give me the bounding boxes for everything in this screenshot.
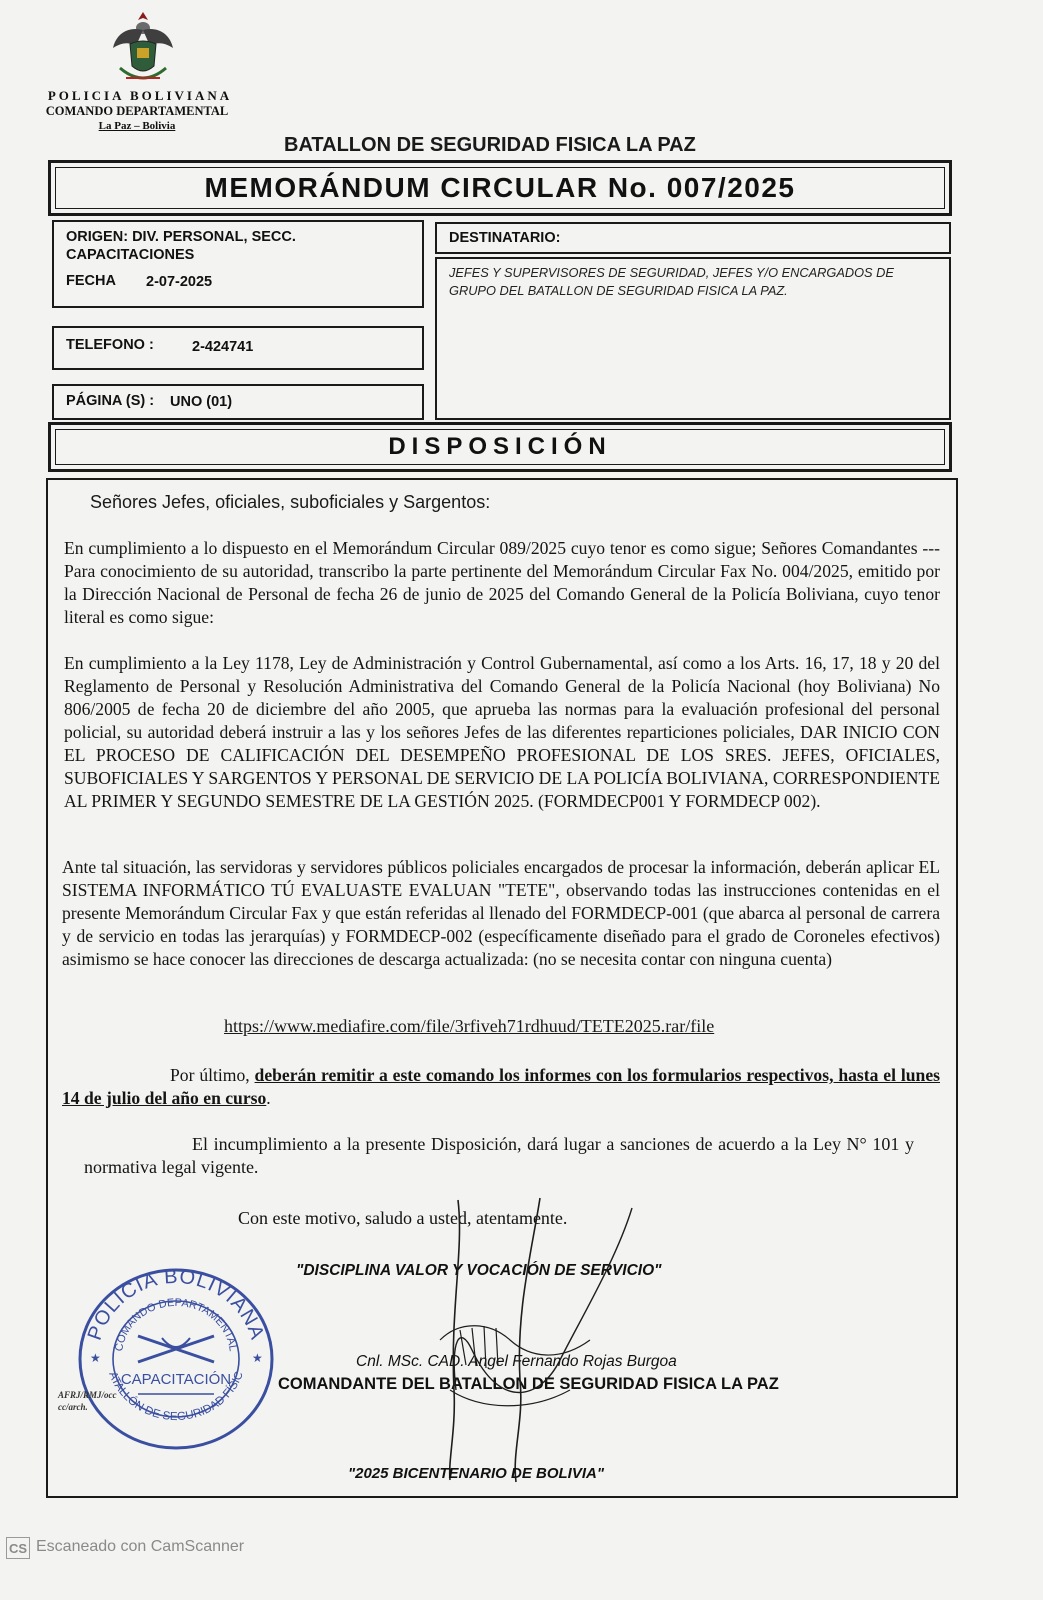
disposicion-title: DISPOSICIÓN [388, 433, 612, 460]
paragraph-4-deadline: deberán remitir a este comando los informes con los formularios respectivos, hasta el lunes 14 de julio del año en curso [62, 1065, 940, 1108]
origen-label: ORIGEN: [66, 229, 129, 245]
memo-title: MEMORÁNDUM CIRCULAR No. 007/2025 [204, 172, 796, 203]
org-command: COMANDO DEPARTAMENTAL [45, 104, 229, 118]
stamp-bottom-text: ATALLÓN DE SEGURIDAD FÍSIC [106, 1370, 246, 1424]
destinatario-label: DESTINATARIO: [449, 230, 561, 246]
origen-text [66, 228, 366, 264]
paragraph-2: En cumplimiento a la Ley 1178, Ley de Administración y Control Gubernamental, así como a los Arts. 16, 17, 18 y 20 del Reglamento de Personal y Resolución Administrativa del Comando General de la Policía Nacional (hoy Boliviana) No 806/2005 de fecha 20 de diciembre del año 2005, que aprueba las normas para la evaluación profesional del personal policial, su autoridad deberá instruir a las y los señores Jefes de las diferentes reparticiones policiales, DAR INICIO CON EL PROCESO DE CALIFICACIÓN DEL DESEMPEÑO PROFESIONAL DE LOS SRES. JEFES, OFICIALES, SUBOFICIALES Y SARGENTOS Y PERSONAL DE SERVICIO DE LA POLICÍA BOLIVIANA, CORRESPONDIENTE AL PRIMER Y SEGUNDO SEMESTRE DE LA GESTIÓN 2025. (FORMDECP001 Y FORMDECP 002). [64, 653, 940, 811]
org-name: POLICIA BOLIVIANA [47, 88, 233, 103]
paragraph-4-end: . [266, 1088, 271, 1108]
stamp-inner-text: COMANDO DEPARTAMENTAL [113, 1296, 239, 1353]
destinatario-value: JEFES Y SUPERVISORES DE SEGURIDAD, JEFES Y/O ENCARGADOS DE GRUPO DEL BATALLON DE SEGURIDAD FISICA LA PAZ. [449, 265, 894, 298]
download-link[interactable]: https://www.mediafire.com/file/3rfiveh71rdhuud/TETE2025.rar/file [224, 1016, 715, 1036]
closing: Con este motivo, saludo a usted, atentamente. [238, 1208, 568, 1228]
svg-text:★: ★ [90, 1351, 101, 1365]
initials-line-2: cc/arch. [58, 1402, 88, 1412]
motto: "DISCIPLINA VALOR Y VOCACIÓN DE SERVICIO" [296, 1262, 662, 1279]
stamp-top-text: POLICIA BOLIVIANA [83, 1266, 269, 1344]
svg-text:COMANDO DEPARTAMENTAL [113, 1297, 239, 1352]
signature [420, 1190, 650, 1490]
paragraph-1: En cumplimiento a lo dispuesto en el Memorándum Circular 089/2025 cuyo tenor es como sigue; Señores Comandantes --- Para conocimiento de su autoridad, transcribo la parte pertinente del Memorándum Circular Fax No. 004/2025, emitido por la Dirección Nacional de Personal de fecha 26 de junio de 2025 del Comando General de la Policía Boliviana, cuyo tenor literal es como sigue: [64, 538, 940, 627]
police-emblem [108, 8, 178, 88]
pagina-value: UNO (01) [170, 394, 233, 410]
telefono-label: TELEFONO : [66, 337, 154, 353]
bicentenario-footer: "2025 BICENTENARIO DE BOLIVIA" [348, 1465, 604, 1482]
camscanner-badge: CS [6, 1537, 30, 1559]
paragraph-4-lead: Por último, [170, 1065, 255, 1085]
pagina-label: PÁGINA (S) : [66, 393, 155, 409]
battalion-heading: BATALLON DE SEGURIDAD FISICA LA PAZ [284, 134, 696, 156]
org-location: La Paz – Bolivia [98, 120, 176, 132]
telefono-value: 2-424741 [192, 339, 254, 355]
stamp-center-text: CAPACITACIÓN [120, 1371, 232, 1388]
paragraph-4 [62, 1064, 940, 1110]
camscanner-text: Escaneado con CamScanner [36, 1538, 245, 1555]
fecha-label: FECHA [66, 273, 116, 289]
initials-line-1: AFRJ/RMJ/occ [58, 1390, 117, 1400]
paragraph-5: El incumplimiento a la presente Disposición, dará lugar a sanciones de acuerdo a la Ley N° 101 y normativa legal vigente. [84, 1134, 914, 1177]
signer-title: COMANDANTE DEL BATALLON DE SEGURIDAD FISICA LA PAZ [278, 1375, 779, 1393]
capacitacion-stamp [76, 1266, 276, 1452]
greeting: Señores Jefes, oficiales, suboficiales y Sargentos: [90, 492, 491, 512]
fecha-value: 2-07-2025 [146, 274, 213, 290]
signer-name: Cnl. MSc. CAD. Angel Fernando Rojas Burgoa [356, 1353, 677, 1370]
origen-value: DIV. PERSONAL, SECC. CAPACITACIONES [66, 229, 296, 263]
svg-text:★: ★ [252, 1351, 263, 1365]
paragraph-3: Ante tal situación, las servidoras y servidores públicos policiales encargados de procesar la información, deberán aplicar EL SISTEMA INFORMÁTICO TÚ EVALUASTE EVALUAN "TETE", observando todas las instrucciones contenidas en el presente Memorándum Circular Fax y que están referidas al llenado del FORMDECP-001 (que abarca al personal de carrera y de servicio en todas las jerarquías) y FORMDECP-002 (específicamente diseñado para el grado de Coroneles efectivos) asimismo se hace conocer las direcciones de descarga actualizada: (no se necesita contar con ninguna cuenta) [62, 857, 940, 969]
